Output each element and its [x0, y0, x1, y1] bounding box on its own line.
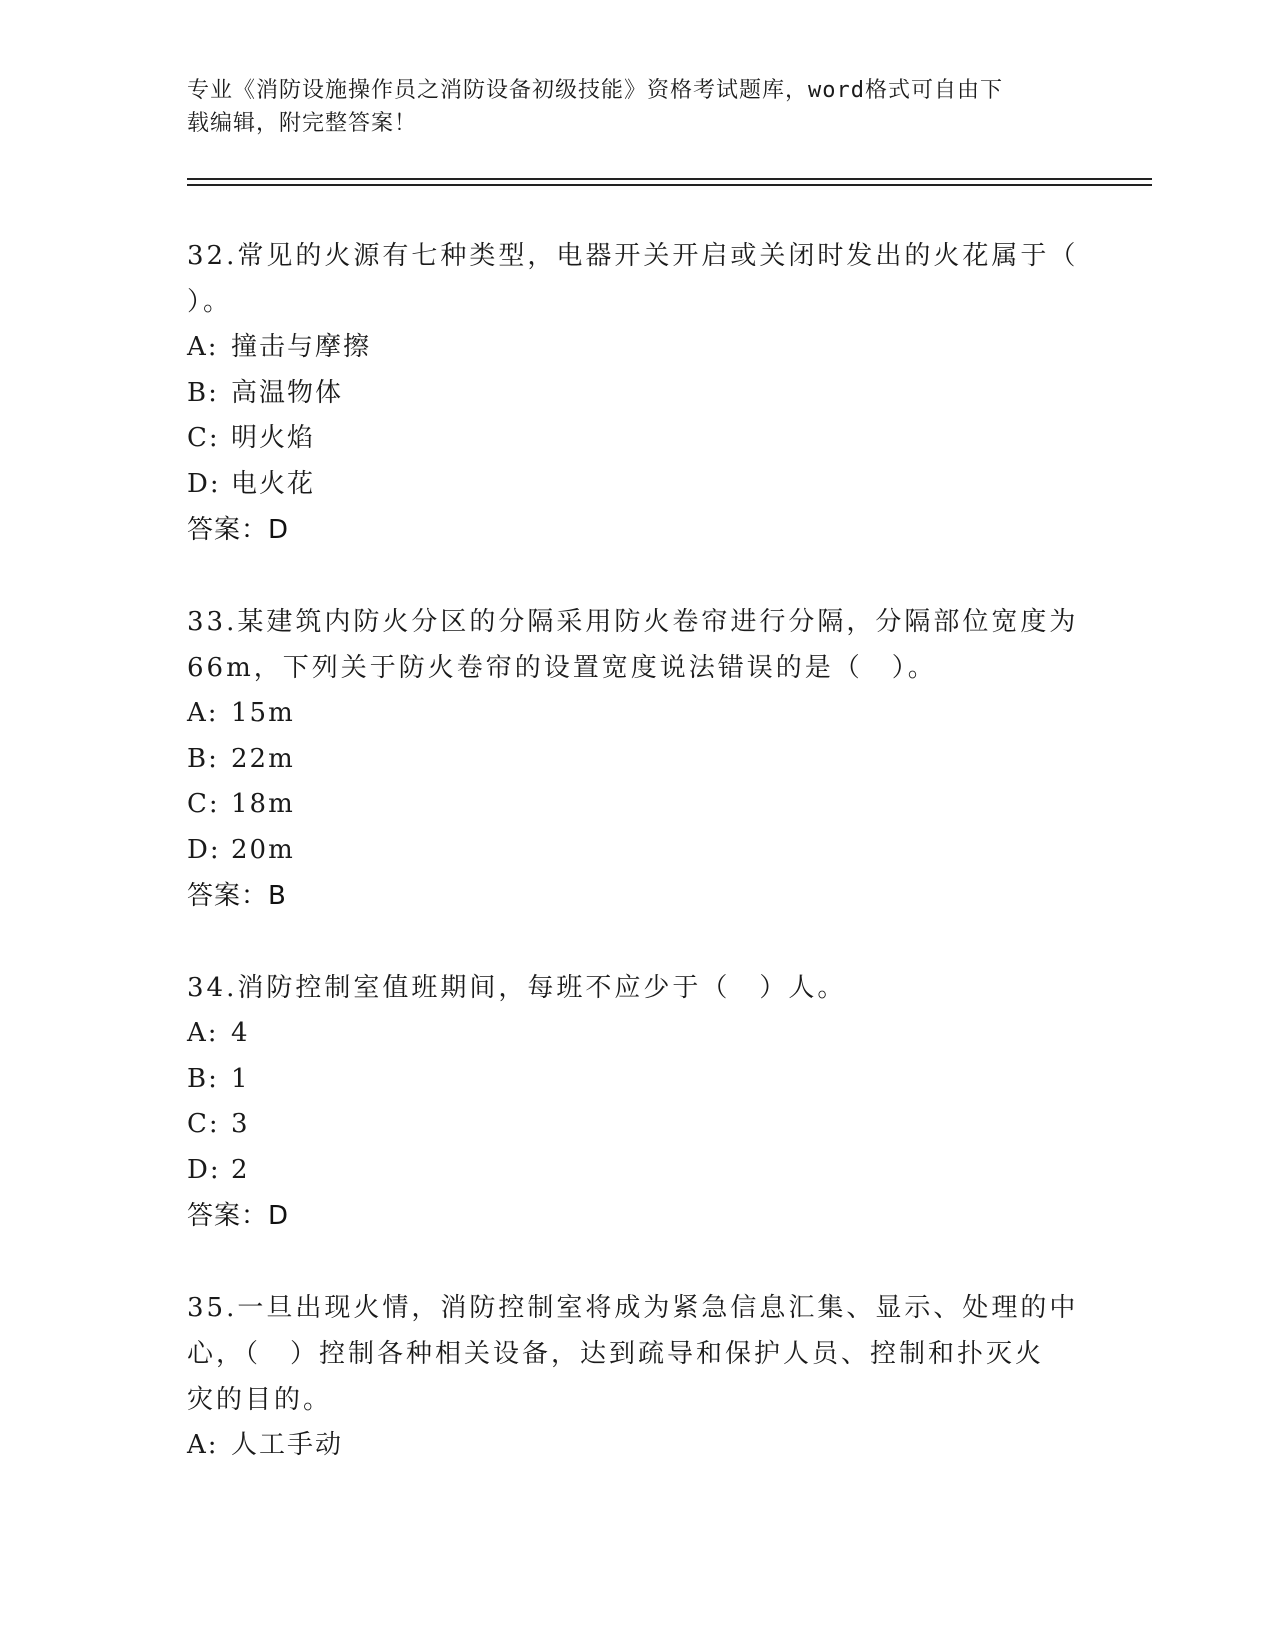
- answer-line: [187, 873, 1087, 919]
- option-d: [187, 1148, 1087, 1194]
- option-text: 4: [231, 1018, 250, 1048]
- option-text: 明火焰: [231, 423, 316, 453]
- option-d: [187, 828, 1087, 874]
- option-text: 2: [231, 1154, 250, 1185]
- option-c: [187, 1102, 1087, 1148]
- stem-line: 66m，下列关于防火卷帘的设置宽度说法错误的是（ ）。: [187, 653, 937, 683]
- option-d: [187, 462, 1087, 508]
- stem-line: 33.某建筑内防火分区的分隔采用防火卷帘进行分隔，分隔部位宽度为: [187, 607, 1079, 637]
- option-text: 18m: [231, 789, 295, 819]
- option-a: [187, 691, 1087, 737]
- option-key: A:: [187, 1430, 219, 1460]
- option-key: D:: [187, 468, 221, 499]
- question-35: [187, 1285, 1087, 1469]
- answer-value: D: [268, 1201, 290, 1231]
- option-text: 撞击与摩擦: [231, 332, 372, 362]
- option-key: A:: [187, 1018, 219, 1048]
- stem-line: 心，（ ）控制各种相关设备，达到疏导和保护人员、控制和扑灭火: [187, 1339, 1045, 1369]
- answer-label: 答案：: [187, 881, 269, 911]
- answer-line: [187, 1193, 1087, 1239]
- option-b: [187, 1057, 1087, 1103]
- option-text: 电火花: [231, 468, 316, 499]
- option-text: 高温物体: [231, 377, 344, 408]
- question-34: [187, 965, 1087, 1239]
- stem-line: 34.消防控制室值班期间，每班不应少于（ ）人。: [187, 973, 847, 1003]
- answer-value: B: [268, 881, 287, 911]
- option-b: [187, 737, 1087, 783]
- option-c: [187, 416, 1087, 462]
- option-key: B:: [187, 377, 219, 408]
- header-line-2: 载编辑，附完整答案！: [187, 111, 418, 136]
- stem-line: ）。: [187, 287, 233, 317]
- option-a: [187, 1011, 1087, 1057]
- header-divider-top: [187, 178, 1152, 180]
- option-key: D:: [187, 834, 221, 865]
- option-a: [187, 325, 1087, 371]
- question-32: [187, 233, 1087, 553]
- stem-line: 灾的目的。: [187, 1385, 333, 1415]
- option-a: [187, 1423, 1087, 1469]
- option-text: 20m: [231, 834, 295, 865]
- option-key: D:: [187, 1154, 221, 1185]
- option-c: [187, 782, 1087, 828]
- document-header: [187, 74, 1067, 140]
- option-key: B:: [187, 1063, 219, 1094]
- option-key: C:: [187, 1109, 220, 1139]
- header-line-1: 专业《消防设施操作员之消防设备初级技能》资格考试题库，word格式可自由下: [187, 78, 1003, 103]
- question-stem: [187, 599, 1087, 691]
- option-key: B:: [187, 743, 219, 774]
- option-b: [187, 371, 1087, 417]
- option-key: A:: [187, 332, 219, 362]
- question-stem: [187, 965, 1087, 1011]
- question-list: [187, 233, 1087, 1515]
- answer-label: 答案：: [187, 515, 269, 545]
- option-text: 22m: [231, 743, 295, 774]
- option-text: 15m: [231, 698, 295, 728]
- option-text: 1: [231, 1063, 250, 1094]
- option-key: A:: [187, 698, 219, 728]
- answer-label: 答案：: [187, 1201, 269, 1231]
- answer-line: [187, 507, 1087, 553]
- stem-line: 32.常见的火源有七种类型，电器开关开启或关闭时发出的火花属于（: [187, 241, 1079, 271]
- option-key: C:: [187, 789, 220, 819]
- header-divider-bottom: [187, 184, 1152, 186]
- stem-line: 35.一旦出现火情，消防控制室将成为紧急信息汇集、显示、处理的中: [187, 1293, 1079, 1323]
- answer-value: D: [268, 515, 290, 545]
- option-text: 3: [231, 1109, 250, 1139]
- question-33: [187, 599, 1087, 919]
- option-text: 人工手动: [231, 1430, 344, 1460]
- question-stem: [187, 233, 1087, 325]
- question-stem: [187, 1285, 1087, 1423]
- option-key: C:: [187, 423, 220, 453]
